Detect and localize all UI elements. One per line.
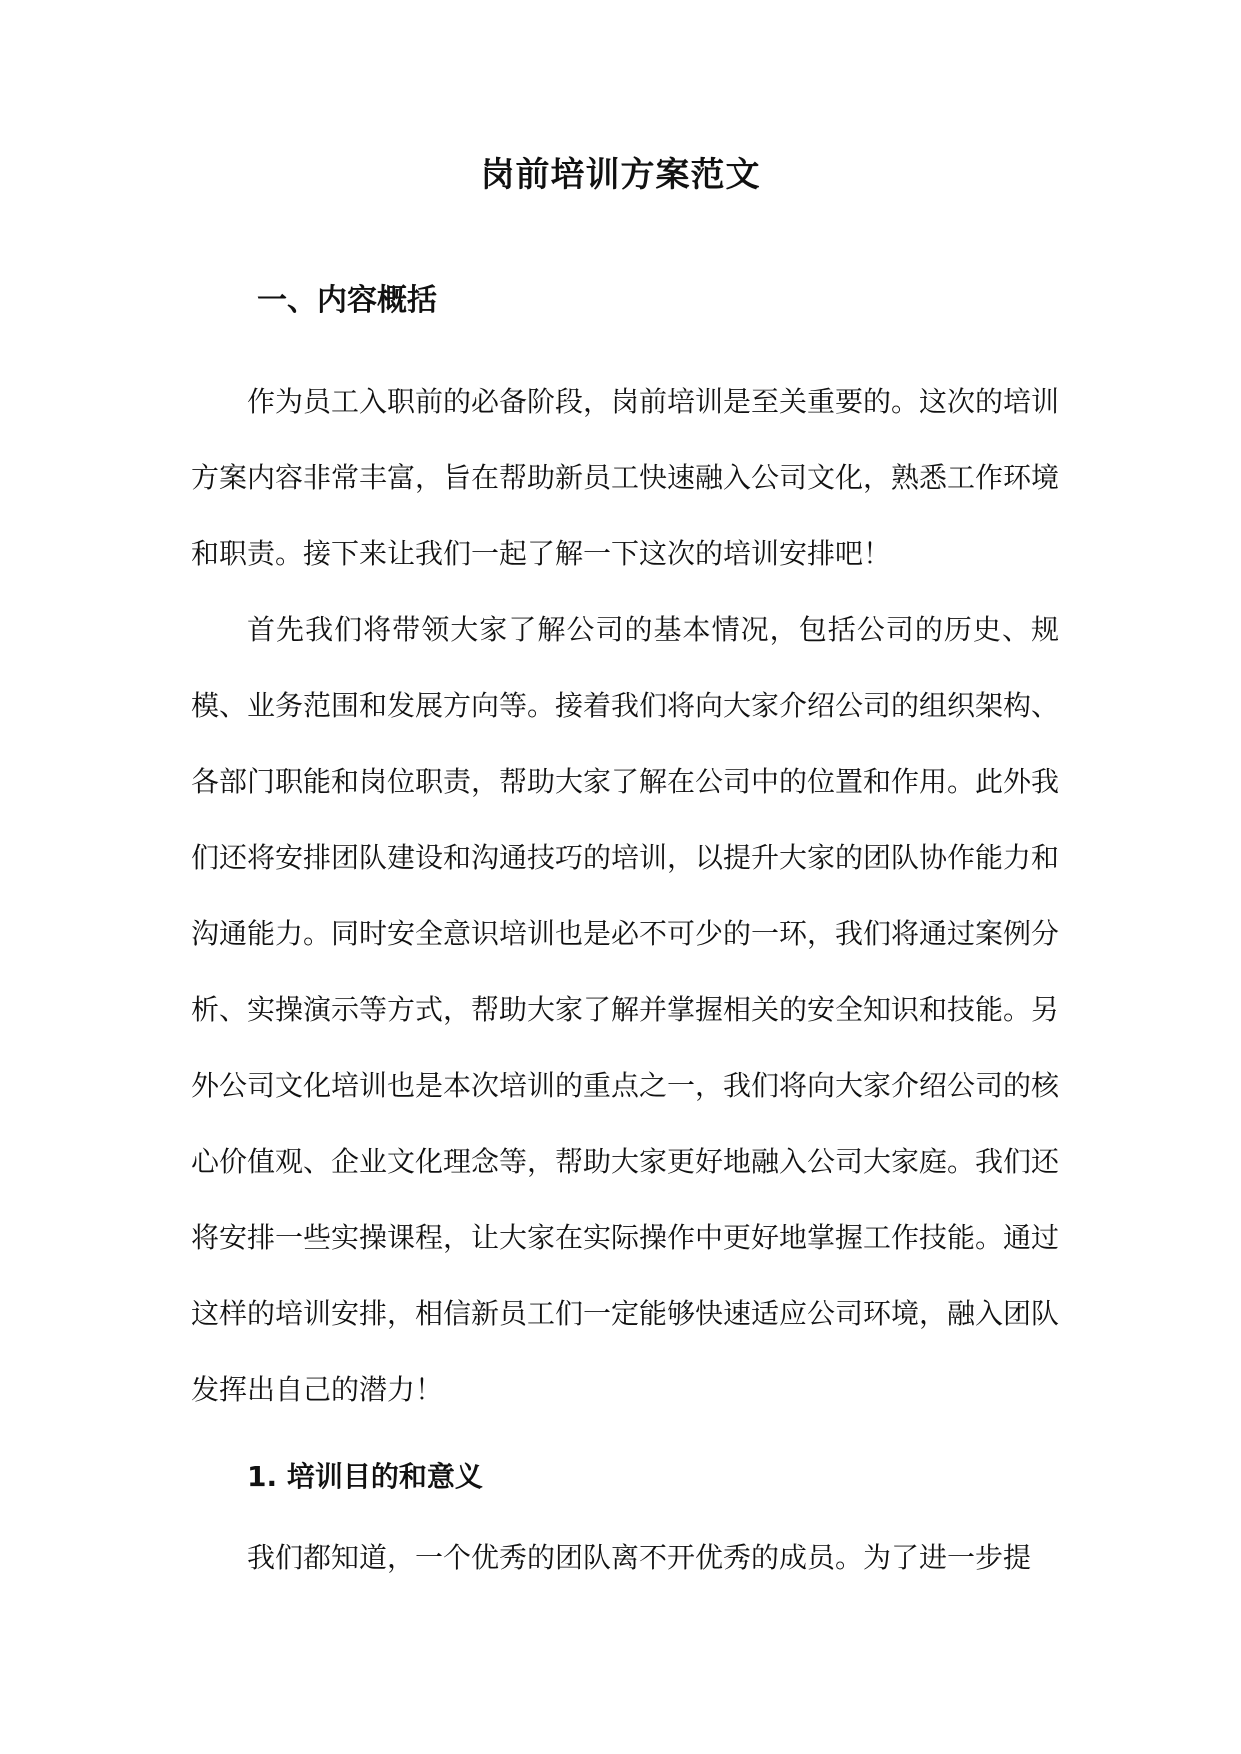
paragraph: 我们都知道，一个优秀的团队离不开优秀的成员。为了进一步提 [247, 1541, 1032, 1574]
paragraph: 首先我们将带领大家了解公司的基本情况，包括公司的历史、规模、业务范围和发展方向等。接着我们将向大家介绍公司的组织架构、各部门职能和岗位职责，帮助大家了解在公司中的位置和作用。此外我们还将安排团队建设和沟通技巧的培训，以提升大家的团队协作能力和沟通能力。同时安全意识培训也是必不可少的一环，我们将通过案例分析、实操演示等方式，帮助大家了解并掌握相关的安全知识和技能。另外公司文化培训也是本次培训的重点之一，我们将向大家介绍公司的核心价值观、企业文化理念等，帮助大家更好地融入公司大家庭。我们还将安排一些实操课程，让大家在实际操作中更好地掌握工作技能。通过这样的培训安排，相信新员工们一定能够快速适应公司环境，融入团队发挥出自己的潜力！ [191, 613, 1060, 1406]
paragraph: 作为员工入职前的必备阶段，岗前培训是至关重要的。这次的培训方案内容非常丰富，旨在帮助新员工快速融入公司文化，熟悉工作环境和职责。接下来让我们一起了解一下这次的培训安排吧！ [191, 385, 1060, 570]
subsection-body-purpose [191, 1520, 1059, 1596]
section-heading-overview: 一、内容概括 [257, 283, 437, 318]
document-title: 岗前培训方案范文 [480, 155, 761, 195]
subsection-heading-purpose: 1. 培训目的和意义 [247, 1460, 483, 1493]
section-body-overview [191, 364, 1059, 1428]
